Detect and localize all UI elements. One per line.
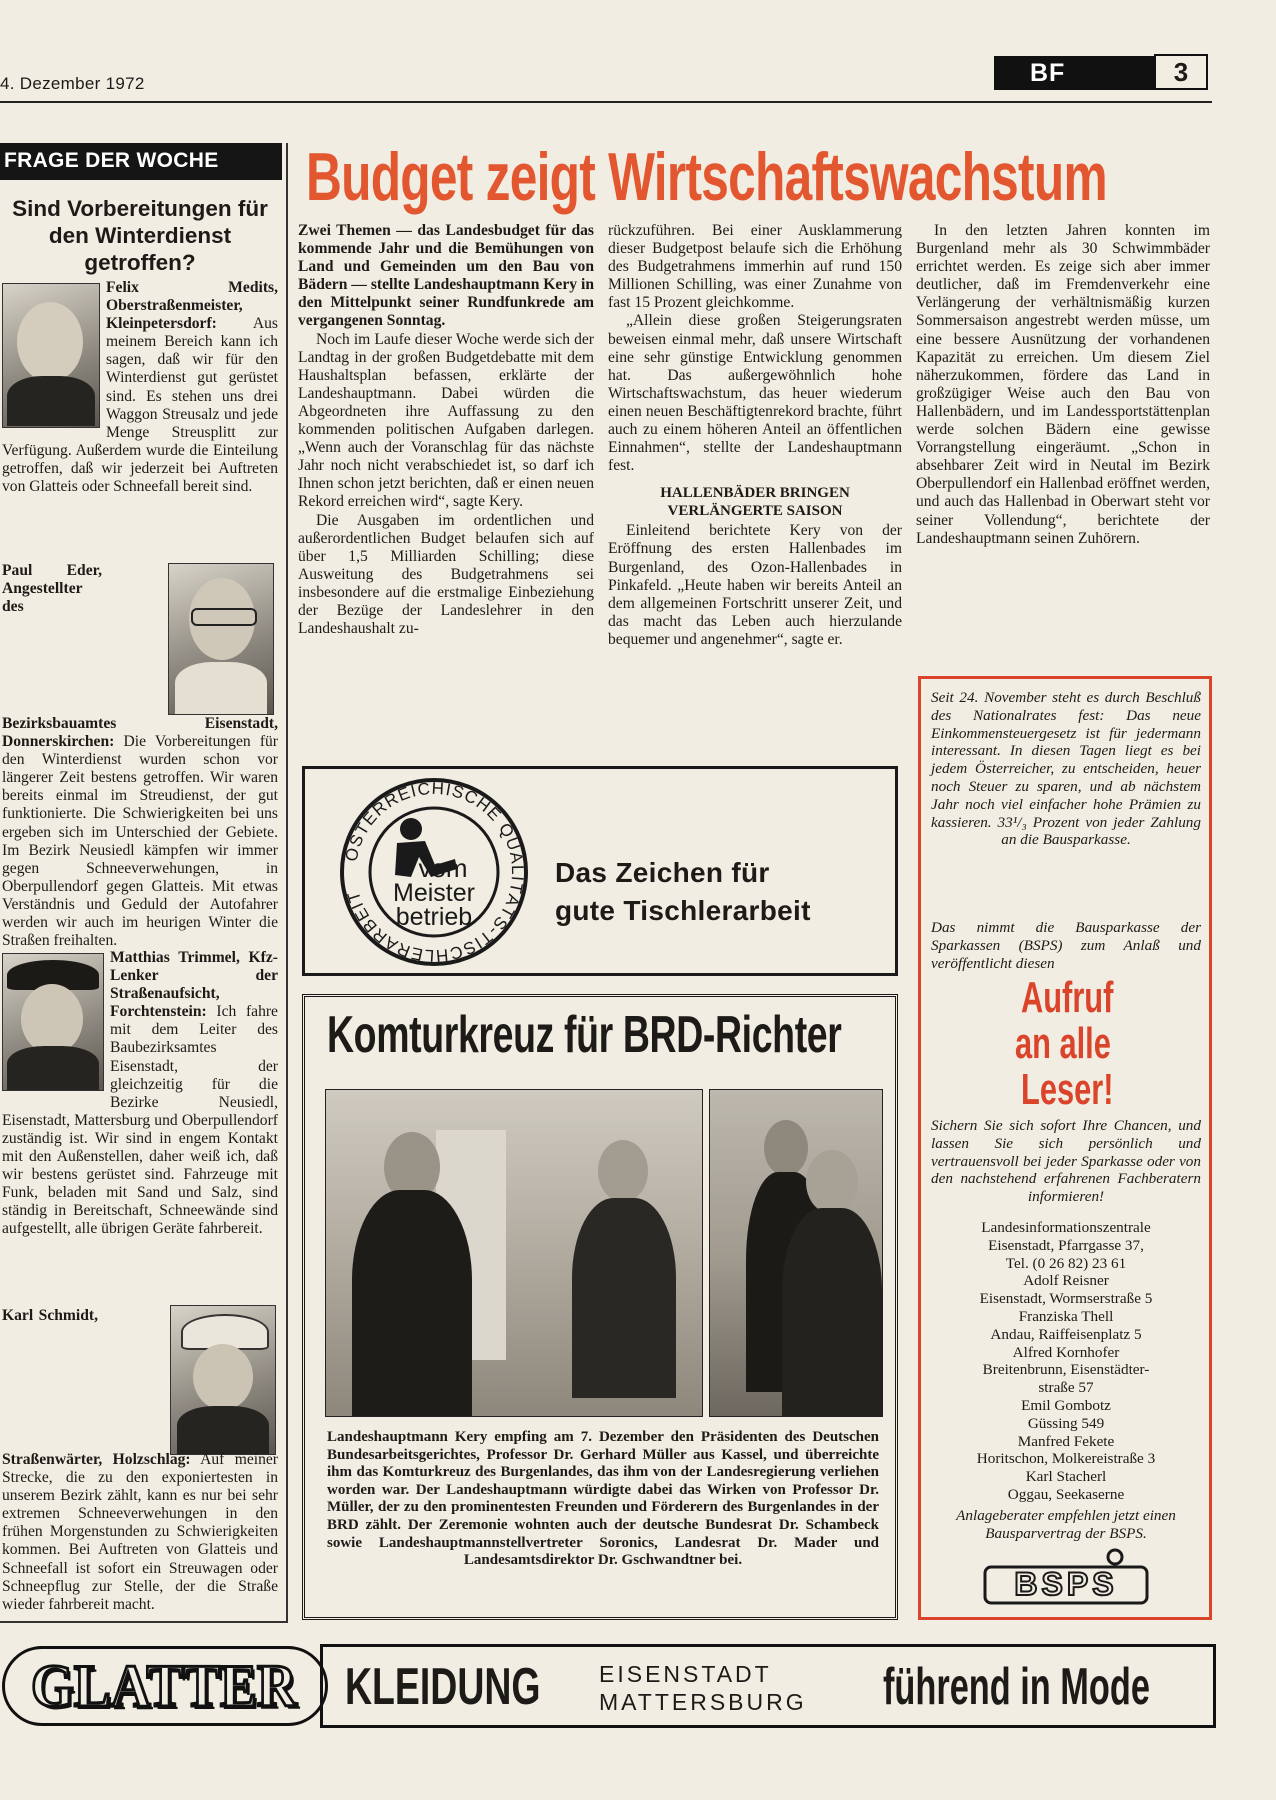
bsps-contact: straße 57 [1038,1379,1094,1397]
bsps-contacts [927,1219,1205,1504]
answer-3-name: Matthias Trimmel, Kfz-Lenker der Straßenaufsicht, Forchtenstein: [110,949,278,1021]
glatter-city-1: EISENSTADT [599,1661,772,1687]
bsps-contact: Emil Gombotz [1021,1396,1111,1414]
bsps-contact: Andau, Raiffeisenplatz 5 [990,1325,1142,1343]
header-rule [0,101,1212,103]
glatter-ad [0,1638,1216,1736]
glatter-kleidung: KLEIDUNG [345,1658,541,1716]
komtur-article [302,994,898,1620]
bsps-closing: Anlageberater empfehlen jetzt einen Bausparvertrag der BSPS. [956,1507,1176,1542]
bsps-contact: Eisenstadt, Wormserstraße 5 [979,1290,1153,1308]
answer-1-text: Aus meinem Bereich kann ich sagen, daß wir für den Winterdienst gut gerüstet sind. Es stehen uns drei Waggon Streusalz und jede Menge Streusplitt zur Verfügung. Außerdem wurde die Einteilung getroffen, daß wir jederzeit bei Auftreten von Glatteis oder Schneefall bereit sind. [2,315,278,496]
question-column [0,143,288,1623]
answer-4-name: Karl Schmidt, Straßenwärter, Holzschlag: [2,1307,191,1468]
article-lead: Zwei Themen — das Landesbudget für das kommende Jahr und die Bemühungen von Land und Gemeinden um den Bau von Bädern — stellte Landeshauptmann Kery in den Mittelpunkt seiner Rundfunkrede am vergangenen Sonntag. [298,222,594,330]
section-badge [994,56,1154,90]
glatter-logo-text: GLATTER [31,1653,297,1719]
bsps-contact: Tel. (0 26 82) 23 61 [1005,1254,1127,1272]
bsps-contact: Eisenstadt, Pfarrgasse 37, [988,1236,1144,1254]
answer-1 [2,279,278,496]
bsps-contact: Alfred Kornhofer [1012,1343,1120,1361]
bsps-body: Sichern Sie sich sofort Ihre Chancen, und lassen Sie sich persönlich und vertrauensvoll bei jeder Sparkasse oder von den nachstehend erfahrenen Fachberatern informieren! [931,1117,1201,1206]
article-col-2 [608,222,902,649]
glatter-banner [320,1644,1216,1728]
answer-4-text: Auf meiner Strecke, die zu den exponiertesten in unserem Bezirk zählt, kann es nur bei sehr extremen Schneeverwehungen in den frühen Morgenstunden zu Schwierigkeiten kommen. Bei Auftreten von Glatteis und Schneefall ist sofort ein Streuwagen oder Schneepflug zur Stelle, der die Straße wieder fahrbereit macht. [2,1451,278,1613]
bsps-contact: Oggau, Seekaserne [1007,1485,1125,1503]
bsps-intro: Seit 24. November steht es durch Beschluß des Nationalrates fest: Das neue Einkommensteuergesetz ist für jedermann interessant. In diesen Tagen liegt es bei jedem Österreicher, zu entscheiden, heuer noch Steuer zu sparen, und ab nächstem Jahr noch viel einfacher hohe Prämien zu kassieren. 33¹/₃ Prozent von jeder Zahlung an die Bausparkasse. [931,689,1201,849]
bsps-contact: Karl Stacherl [1025,1468,1107,1486]
seal-line-3: betrieb [395,903,473,931]
bsps-intro-2: Das nimmt die Bausparkasse der Sparkassen (BSPS) zum Anlaß und veröffentlicht diesen [931,919,1201,972]
bsps-contact: Adolf Reisner [1023,1272,1109,1290]
answer-3 [2,949,278,1239]
answer-2 [2,562,278,950]
article-col1-p1: Noch im Laufe dieser Woche werde sich der Landtag in der großen Budgetdebatte mit dem Haushaltsplan befassen, erklärte der Landeshauptmann. Dabei würden die Abgeordneten ihre Auffassung zu den kommenden politischen Aufgaben darlegen. „Wenn auch der Voranschlag für das nächste Jahr noch nicht verabschiedet ist, so darf ich Ihnen schon jetzt berichten, daß er einen neuen Rekord erreichen wird“, sagte Kery. [298,330,594,511]
glatter-logo [2,1646,328,1726]
seal-line-2: Meister [393,879,475,907]
article-col2-p2: „Allein diese großen Steigerungsraten beweisen einmal mehr, daß unsere Wirtschaft eine sehr günstige Entwicklung genommen hat. Das außergewöhnlich hohe Wirtschaftswachstum, das heuer wiederum einen neuen Beschäftigtenrekord brachte, führt auch zu einem höheren Anteil an öffentlichen Einnahmen“, stellte der Landeshauptmann fest. [608,312,902,475]
komtur-headline: Komturkreuz für BRD-Richter [327,1006,842,1064]
tischler-seal [339,777,529,967]
bsps-contact: Manfred Fekete [1017,1432,1115,1450]
main-headline: Budget zeigt Wirtschaftswachstum [306,140,1107,215]
bsps-contact: Franziska Thell [1018,1307,1114,1325]
article-col-3 [916,222,1210,548]
answer-4 [2,1307,278,1614]
bsps-logo-mark [981,1547,1151,1607]
bsps-headline-1: Aufruf [1021,973,1114,1022]
glatter-slogan: führend in Mode [883,1658,1150,1716]
issue-date: 4. Dezember 1972 [0,74,145,93]
bsps-contact: Horitschon, Molkereistraße 3 [976,1450,1156,1468]
page-number: 3 [1154,54,1208,90]
komtur-caption: Landeshauptmann Kery empfing am 7. Dezember den Präsidenten des Deutschen Bundesarbeitsgerichtes, Professor Dr. Gerhard Müller aus Kassel, und überreichte ihm das Komturkreuz des Burgenlandes, das ihm von der Landesregierung verliehen worden war. Der Landeshauptmann würdigte dabei das Wirken von Professor Dr. Müller, der zu den prominentesten Freunden und Förderern des Burgenlandes in der BRD zählt. Der Zeremonie wohnten auch der deutsche Bundesrat Dr. Schambeck sowie Landeshauptmannstellvertreter Soronics, Landesrat Dr. Mader und Landesamtsdirektor Dr. Gschwandtner bei. [327,1429,879,1569]
article-subhead: HALLENBÄDER BRINGEN VERLÄNGERTE SAISON [660,485,850,519]
tischler-ad [302,766,898,976]
bsps-logo [981,1547,1151,1607]
bausparkasse-ad [918,676,1212,1620]
article-col2-p1: rückzuführen. Bei einer Ausklammerung dieser Budgetpost belaufe sich die Erhöhung des Budgetrahmens immerhin auf rund 150 Millionen Schilling, was einer Zunahme von fast 15 Prozent gleichkomme. [608,222,902,312]
article-col1-p2: Die Ausgaben im ordentlichen und außerordentlichen Budget belaufen sich auf über 1,5 Milliarden Schilling; diese Ausweitung des Budgetrahmens sei insbesondere auf die erstmalige Einbeziehung der Bezüge der Landeslehrer in den Landeshaushalt zu- [298,511,594,638]
question-headline: Sind Vorbereitungen für den Winterdienst getroffen? [12,196,268,275]
answer-2-text: Die Vorbereitungen für den Winterdienst wurden schon vor längerer Zeit bestens getroffen. Wir waren bereits einmal im Streudienst, der gut funktionierte. Die Schwierigkeiten bei uns ergeben sich im Unterschied der Gebiete. Im Bezirk Neusiedl kämpfen wir immer gegen Schneeverwehungen, in Oberpullendorf gegen Glatteis. Mit etwas Verständnis und Geduld der Autofahrer werden wir auch im heurigen Winter die Straßen freihalten. [2,733,279,950]
ceremony-photo-right [709,1089,883,1417]
question-kicker [0,143,282,180]
bsps-logo-text: BSPS [1014,1566,1118,1602]
bsps-contact: Breitenbrunn, Eisenstädter- [982,1361,1150,1379]
answer-2-name: Paul Eder, Angestellter des Bezirksbauamtes Eisenstadt, Donnerskirchen: [2,562,278,751]
tischler-tagline-1: Das Zeichen für [555,857,770,888]
ceremony-photo-left [325,1089,703,1417]
article-col2-p3: Einleitend berichtete Kery von der Eröffnung des ersten Hallenbades im Burgenland, des Ozon-Hallenbades in Pinkafeld. „Heute haben wir bereits Anteil an dem allgemeinen Fortschritt unserer Zeit, und das macht das Leben auch hierzulande bequemer und angenehmer“, sagte er. [608,522,902,648]
answer-3-text: Ich fahre mit dem Leiter des Baubezirksamtes Eisenstadt, der gleichzeitig für die Bezirke Neusiedl, Eisenstadt, Mattersburg und Oberpullendorf zuständig ist. Wir sind in engem Kontakt mit den Außenstellen, daher weiß ich, daß wir bestens gerüstet sind. Fahrzeuge mit Funk, beladen mit Sand und Salz, sind ständig in Bereitschaft, Schneewände sind aufgestellt, alle übrigen Geräte fahrbereit. [2,1003,278,1238]
bsps-contact: Güssing 549 [1027,1414,1105,1432]
seal-ring-text: ÖSTERREICHISCHE QUALITÄTS-TISCHLERARBEIT [341,778,528,966]
bsps-headline-2: an alle [1015,1019,1111,1068]
article-col3-p1: In den letzten Jahren konnten im Burgenland mehr als 30 Schwimmbäder errichtet werden. Es zeige sich aber immer deutlicher, daß im Fremdenverkehr eine Verlängerung der verhältnismäßig kurzen Sommersaison angestrebt werden müsse, um eine bessere Ausnützung der vorhandenen Kapazität zu erreichen. Um diesem Ziel näherzukommen, fördere das Land in großzügiger Weise auch den Bau von Hallenbädern, und im Landessportstättenplan werde solchen Bädern eine gewisse Vorrangstellung eingeräumt. „Schon in absehbarer Zeit wird in Neutal im Bezirk Oberpullendorf ein Hallenbad eröffnet werden, und auch das Hallenbad in Oberwart steht vor seiner Vollendung“, berichtete der Landeshauptmann seinen Zuhörern. [916,222,1210,547]
section-badge-label: BF [1030,59,1066,87]
main-headline-wrap [306,140,1206,220]
answer-1-name: Felix Medits, Oberstraßenmeister, Kleinpetersdorf: [106,279,278,333]
tischler-tagline-2: gute Tischlerarbeit [555,895,811,926]
article-col-1 [298,222,594,638]
bsps-headline-3: Leser! [1021,1065,1114,1114]
glatter-city-2: MATTERSBURG [599,1689,807,1715]
bsps-contact: Landesinformationszentrale [981,1219,1151,1236]
seal-line-1: vom [418,853,468,883]
question-kicker-text: FRAGE DER WOCHE [4,149,219,172]
